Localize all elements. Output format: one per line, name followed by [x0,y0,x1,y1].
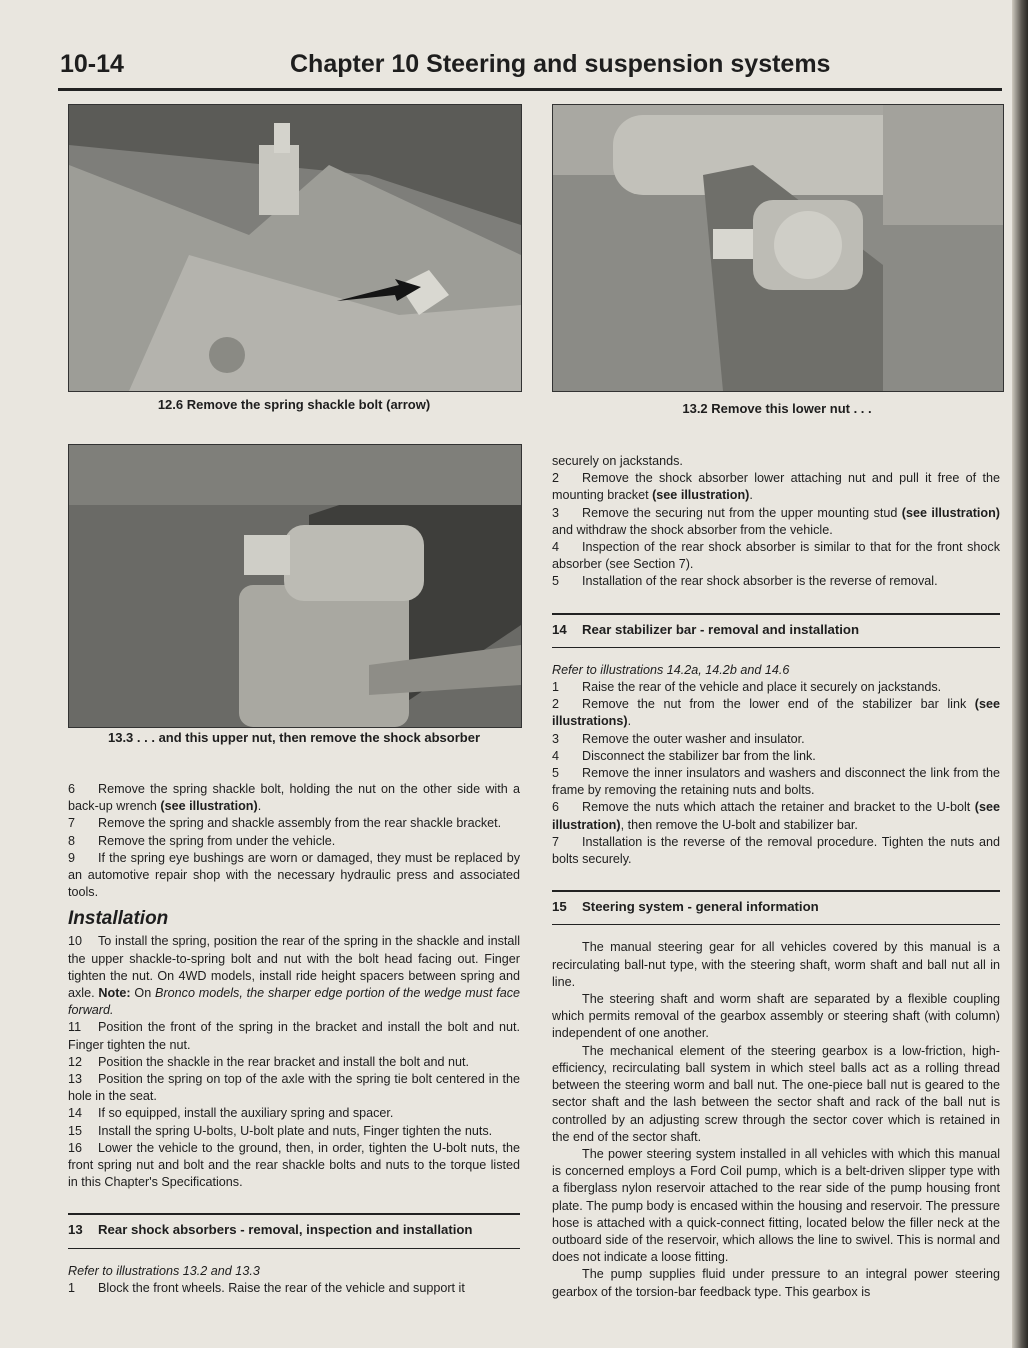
right-column-text [552,453,1000,1301]
step-paragraph: 7 Remove the spring and shackle assembly from the rear shackle bracket. [68,816,502,831]
left-column-text [68,781,520,1297]
step-paragraph: 6 Remove the nuts which attach the retainer and bracket to the U-bolt (see illustration), then remove the U-bolt and stabilizer bar. [552,800,1000,832]
section-heading-14: 14 Rear stabilizer bar - removal and installation [552,613,1000,648]
step-paragraph: 2 Remove the nut from the lower end of the stabilizer bar link (see illustrations). [552,697,1001,729]
body-paragraph: The pump supplies fluid under pressure to an integral power steering gearbox of the torsion-bar feedback type. This gearbox is [552,1267,1000,1299]
page-number: 10-14 [60,50,124,78]
photo-shock-upper-nut [68,444,522,728]
body-paragraph: The mechanical element of the steering gearbox is a low-friction, high-efficiency, recirculating ball system in which steel balls act as a rolling thread between the steering worm and ball nut. The one-piece ball nut is geared to the sector shaft and the lash between the sector shaft and rack of the ball nut is controlled by an adjusting screw through the sector cover which is retained in the end of the sector shaft. [552,1043,1000,1144]
step-paragraph: 7 Installation is the reverse of the removal procedure. Tighten the nuts and bolts securely. [552,834,1000,867]
step-paragraph: 3 Remove the securing nut from the upper mounting stud (see illustration) and withdraw the shock absorber from the vehicle. [552,505,1000,537]
chapter-title: Chapter 10 Steering and suspension systems [290,50,831,78]
refer-illustrations: Refer to illustrations 13.2 and 13.3 [68,1263,260,1278]
step-paragraph: 9 If the spring eye bushings are worn or damaged, they must be replaced by an automotive repair shop with the necessary hydraulic press and associated tools. [68,850,520,900]
step-paragraph: 1 Raise the rear of the vehicle and place it securely on jackstands. [552,680,942,695]
section-heading-13: 13 Rear shock absorbers - removal, inspection and installation [68,1213,520,1248]
step-paragraph: 2 Remove the shock absorber lower attaching nut and pull it free of the mounting bracket (see illustration). [552,471,1000,503]
step-paragraph: 4 Inspection of the rear shock absorber is similar to that for the front shock absorber (see Section 7). [552,540,1000,572]
step-paragraph: 4 Disconnect the stabilizer bar from the link. [552,748,816,763]
body-paragraph: The steering shaft and worm shaft are separated by a flexible coupling which permits removal of the gearbox assembly or steering shaft (with column) independent of one another. [552,992,1000,1041]
body-paragraph: The manual steering gear for all vehicles covered by this manual is a recirculating ball-nut type, with the steering shaft, worm shaft and ball nut all in line. [552,940,1000,989]
step-paragraph: 10 To install the spring, position the rear of the spring in the shackle and install the upper shackle-to-spring bolt and nut with the bolt head facing out. Finger tighten the nut. On 4WD models, install ride height spacers between spring and axle. Note: On Bronco models, the sharper edge portion of the wedge must face forward. [68,934,521,1018]
step-paragraph: 5 Remove the inner insulators and washers and disconnect the link from the frame by removing the retaining nuts and bolts. [552,766,1000,798]
step-paragraph: 11 Position the front of the spring in the bracket and install the bolt and nut. Finger tighten the nut. [68,1020,520,1052]
continuation-text: securely on jackstands. [552,454,683,468]
refer-illustrations: Refer to illustrations 14.2a, 14.2b and 14.6 [552,662,790,677]
step-paragraph: 15 Install the spring U-bolts, U-bolt plate and nuts, Finger tighten the nuts. [68,1123,493,1138]
step-paragraph: 6 Remove the spring shackle bolt, holding the nut on the other side with a back-up wrench (see illustration). [68,782,520,814]
step-paragraph: 16 Lower the vehicle to the ground, then, in order, tighten the U-bolt nuts, the front spring nut and bolt and the rear shackle bolts and nuts to the torque listed in this Chapter's Specifications. [68,1140,520,1190]
photo-spring-shackle-bolt [68,104,522,392]
step-paragraph: 5 Installation of the rear shock absorber is the reverse of removal. [552,574,938,589]
step-paragraph: 8 Remove the spring from under the vehicle. [68,833,336,848]
body-paragraph: The power steering system installed in all vehicles with which this manual is concerned employs a Ford Coil pump, which is a belt-driven slipper type with a fiberglass nylon reservoir attached to the rear side of the pump housing front plate. The pump body is encased within the housing and reservoir. The pressure hose is attached with a quick-connect fitting, located below the filler neck at the outboard side of the reservoir, which allows the line to swivel. This is normal and does not indicate a loose fitting. [552,1146,1000,1265]
step-paragraph: 3 Remove the outer washer and insulator. [552,731,805,746]
step-paragraph: 13 Position the spring on top of the axle with the spring tie bolt centered in the hole in the seat. [68,1072,520,1104]
step-paragraph: 12 Position the shackle in the rear bracket and install the bolt and nut. [68,1054,470,1069]
figure-caption: 12.6 Remove the spring shackle bolt (arrow) [157,397,431,412]
header-rule [58,88,1002,91]
figure-caption: 13.3 . . . and this upper nut, then remove the shock absorber [107,730,481,745]
figure-caption: 13.2 Remove this lower nut . . . [682,401,872,416]
page-edge-shadow [1012,0,1028,1348]
section-heading-15: 15 Steering system - general information [552,890,1000,925]
installation-heading: Installation [68,908,169,930]
step-paragraph: 1 Block the front wheels. Raise the rear of the vehicle and support it [68,1280,465,1295]
photo-shock-lower-nut [552,104,1004,392]
step-paragraph: 14 If so equipped, install the auxiliary spring and spacer. [68,1106,394,1121]
